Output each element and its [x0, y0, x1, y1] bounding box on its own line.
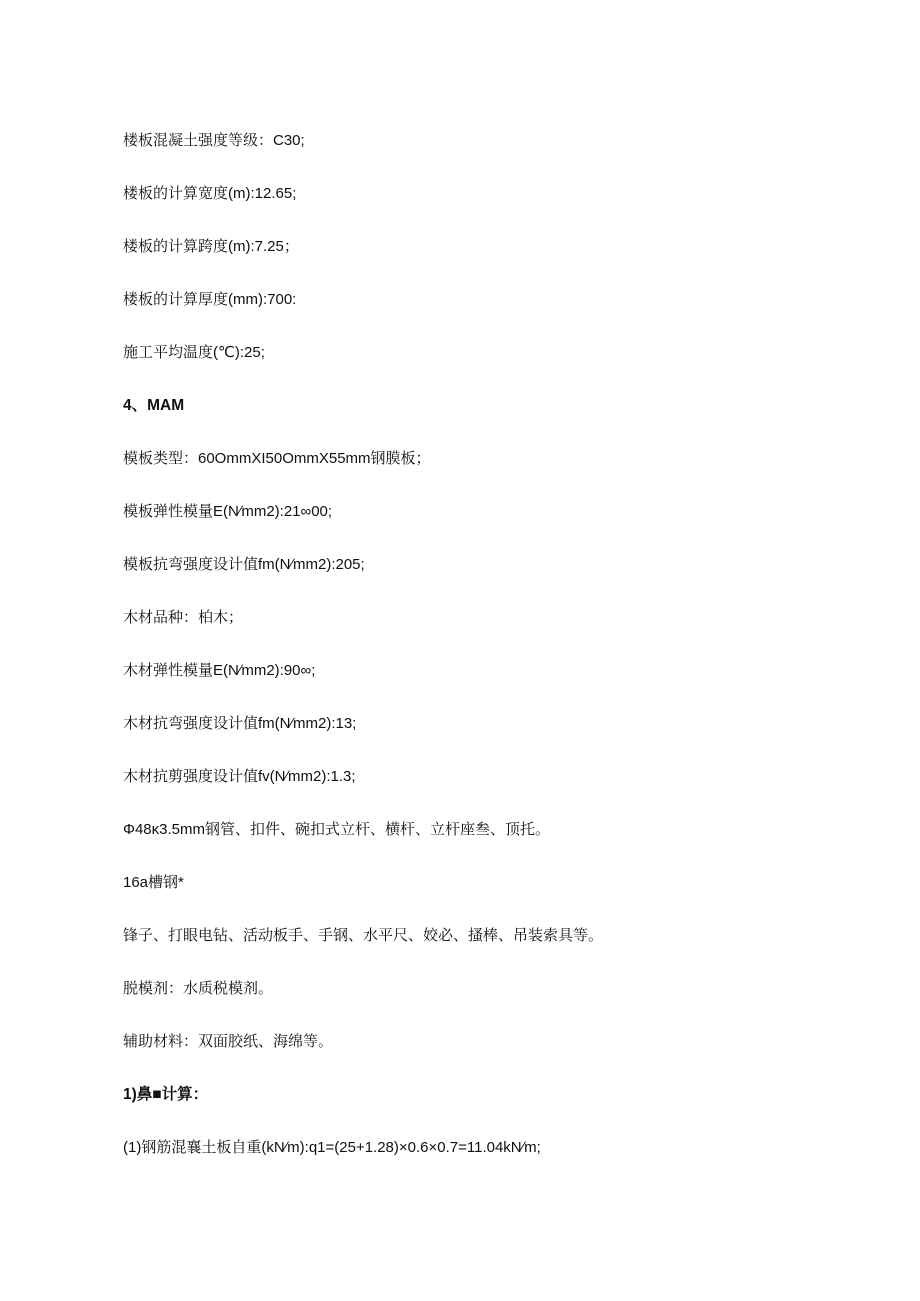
text-line: 脱模剂：水质税模剂。	[123, 980, 274, 997]
text-line: 木材品种：柏木；	[123, 609, 244, 626]
section-heading: 4、MAM	[123, 397, 185, 414]
text-line: 楼板混凝土强度等级：C30;	[123, 132, 305, 149]
text-line: 模板弹性模量E(N∕mm2):21∞00;	[123, 503, 333, 520]
text-line: 施工平均温度(℃):25;	[123, 344, 265, 361]
text-line: 木材弹性模量E(N∕mm2):90∞;	[123, 662, 316, 679]
text-line: 模板类型：60OmmXI50OmmX55mm钢膜板；	[123, 450, 431, 467]
text-line: 16a槽钢*	[123, 874, 184, 891]
section-heading: 1)鼻■计算：	[123, 1086, 209, 1103]
text-line: 辅助材料：双面胶纸、海绵等。	[123, 1033, 334, 1050]
text-line: 木材抗剪强度设计值fv(N∕mm2):1.3;	[123, 768, 356, 785]
document-page	[123, 128, 883, 1188]
text-line: Φ48κ3.5mm钢管、扣件、碗扣式立杆、横杆、立杆座叁、顶托。	[123, 821, 550, 838]
text-line: 木材抗弯强度设计值fm(N∕mm2):13;	[123, 715, 357, 732]
text-line: 锋子、打眼电钻、活动板手、手钢、水平尺、姣必、搔棒、吊装索具等。	[123, 927, 604, 944]
text-line: 楼板的计算厚度(mm):700:	[123, 291, 297, 308]
text-line: (1)钢筋混襄土板自重(kN∕m):q1=(25+1.28)×0.6×0.7=11.04kN∕m;	[123, 1139, 541, 1156]
text-line: 楼板的计算宽度(m):12.65;	[123, 185, 297, 202]
text-line: 模板抗弯强度设计值fm(N∕mm2):205;	[123, 556, 365, 573]
text-line: 楼板的计算跨度(m):7.25；	[123, 238, 299, 255]
